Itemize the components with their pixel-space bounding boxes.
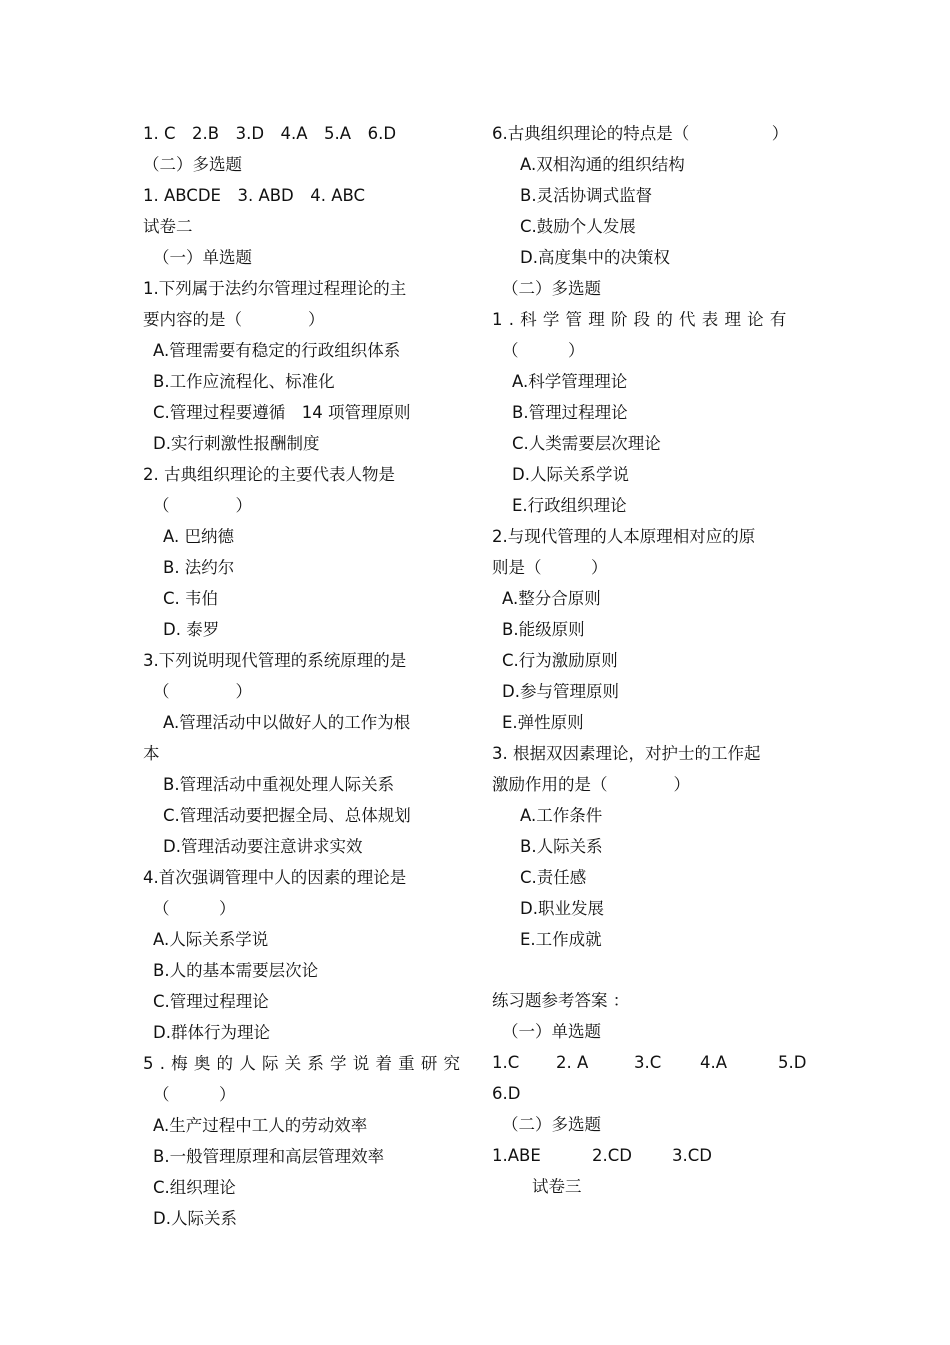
m2-option-e: E.弹性原则 — [502, 713, 584, 732]
answer-item: 2.CD — [592, 1146, 632, 1165]
q5-stem: 5.梅奥的人际关系学说着重研究 — [143, 1054, 467, 1073]
m3-option-c: C.责任感 — [520, 868, 587, 887]
m1-option-c: C.人类需要层次理论 — [512, 434, 661, 453]
answer-item: 4.A — [700, 1053, 728, 1072]
m3-stem-cont: 激励作用的是（ ） — [492, 775, 690, 794]
q3-option-b: B.管理活动中重视处理人际关系 — [163, 775, 395, 794]
q1-option-c: C.管理过程要遵循 14 项管理原则 — [153, 403, 411, 422]
answer-item: 3.CD — [672, 1146, 712, 1165]
q3-option-a-cont: 本 — [143, 744, 160, 763]
q6-option-b: B.灵活协调式监督 — [520, 186, 653, 205]
m1-option-e: E.行政组织理论 — [512, 496, 627, 515]
q2-option-c: C. 韦伯 — [163, 589, 219, 608]
q3-stem: 3.下列说明现代管理的系统原理的是 — [143, 651, 407, 670]
m2-option-b: B.能级原则 — [502, 620, 585, 639]
m3-option-b: B.人际关系 — [520, 837, 603, 856]
answer-item: 3.C — [634, 1053, 662, 1072]
q2-option-a: A. 巴纳德 — [163, 527, 234, 546]
q4-option-b: B.人的基本需要层次论 — [153, 961, 319, 980]
multi-choice-heading: （二）多选题 — [502, 279, 601, 298]
answers-single-heading: （一）单选题 — [502, 1022, 601, 1041]
q6-option-a: A.双相沟通的组织结构 — [520, 155, 685, 174]
q5-option-c: C.组织理论 — [153, 1178, 236, 1197]
q5-option-d: D.人际关系 — [153, 1209, 237, 1228]
prev-multi-heading: （二）多选题 — [143, 155, 242, 174]
q1-stem-cont: 要内容的是（ ） — [143, 310, 325, 329]
section-gap — [492, 955, 810, 985]
right-column — [492, 118, 810, 1202]
q4-option-a: A.人际关系学说 — [153, 930, 269, 949]
q3-option-d: D.管理活动要注意讲求实效 — [163, 837, 363, 856]
m2-option-c: C.行为激励原则 — [502, 651, 618, 670]
q2-stem-cont: （ ） — [153, 496, 252, 515]
paper3-title: 试卷三 — [532, 1177, 582, 1196]
m3-option-d: D.职业发展 — [520, 899, 604, 918]
q4-option-d: D.群体行为理论 — [153, 1023, 270, 1042]
left-column — [143, 118, 467, 1234]
m1-option-a: A.科学管理理论 — [512, 372, 628, 391]
q2-option-d: D. 泰罗 — [163, 620, 220, 639]
q3-option-a: A.管理活动中以做好人的工作为根 — [163, 713, 411, 732]
answers-single-6: 6.D — [492, 1084, 521, 1103]
q3-option-c: C.管理活动要把握全局、总体规划 — [163, 806, 411, 825]
m2-stem: 2.与现代管理的人本原理相对应的原 — [492, 527, 756, 546]
q1-stem: 1.下列属于法约尔管理过程理论的主 — [143, 279, 407, 298]
q5-stem-cont: （ ） — [153, 1085, 236, 1104]
q2-option-b: B. 法约尔 — [163, 558, 235, 577]
prev-multi-answers: 1. ABCDE 3. ABD 4. ABC — [143, 186, 366, 205]
answer-item: 2. A — [556, 1053, 589, 1072]
m3-stem: 3. 根据双因素理论，对护士的工作起 — [492, 744, 761, 763]
m2-stem-cont: 则是（ ） — [492, 558, 608, 577]
m2-option-a: A.整分合原则 — [502, 589, 601, 608]
answers-multi-heading: （二）多选题 — [502, 1115, 601, 1134]
prev-single-answers: 1. C 2.B 3.D 4.A 5.A 6.D — [143, 124, 397, 143]
q3-stem-cont: （ ） — [153, 682, 252, 701]
m1-stem: 1.科学管理阶段的代表理论有 — [492, 310, 793, 329]
answers-multi-row — [492, 1140, 810, 1171]
q1-option-d: D.实行刺激性报酬制度 — [153, 434, 320, 453]
q1-option-b: B.工作应流程化、标准化 — [153, 372, 335, 391]
paper2-title: 试卷二 — [143, 217, 193, 236]
m3-option-a: A.工作条件 — [520, 806, 603, 825]
m1-option-d: D.人际关系学说 — [512, 465, 629, 484]
m2-option-d: D.参与管理原则 — [502, 682, 619, 701]
answers-single-row — [492, 1047, 810, 1078]
q2-stem: 2. 古典组织理论的主要代表人物是 — [143, 465, 395, 484]
q1-option-a: A.管理需要有稳定的行政组织体系 — [153, 341, 401, 360]
single-choice-heading: （一）单选题 — [153, 248, 252, 267]
q5-option-b: B.一般管理原理和高层管理效率 — [153, 1147, 385, 1166]
answers-title: 练习题参考答案 ： — [492, 991, 630, 1010]
answer-item: 1.C — [492, 1053, 520, 1072]
q4-option-c: C.管理过程理论 — [153, 992, 269, 1011]
q6-option-d: D.高度集中的决策权 — [520, 248, 670, 267]
m3-option-e: E.工作成就 — [520, 930, 602, 949]
q5-option-a: A.生产过程中工人的劳动效率 — [153, 1116, 368, 1135]
q6-option-c: C.鼓励个人发展 — [520, 217, 636, 236]
answer-item: 5.D — [778, 1053, 807, 1072]
m1-stem-cont: （ ） — [502, 341, 585, 360]
m1-option-b: B.管理过程理论 — [512, 403, 628, 422]
q4-stem-cont: （ ） — [153, 899, 236, 918]
q6-stem: 6.古典组织理论的特点是（ ） — [492, 124, 789, 143]
answer-item: 1.ABE — [492, 1146, 541, 1165]
q4-stem: 4.首次强调管理中人的因素的理论是 — [143, 868, 407, 887]
